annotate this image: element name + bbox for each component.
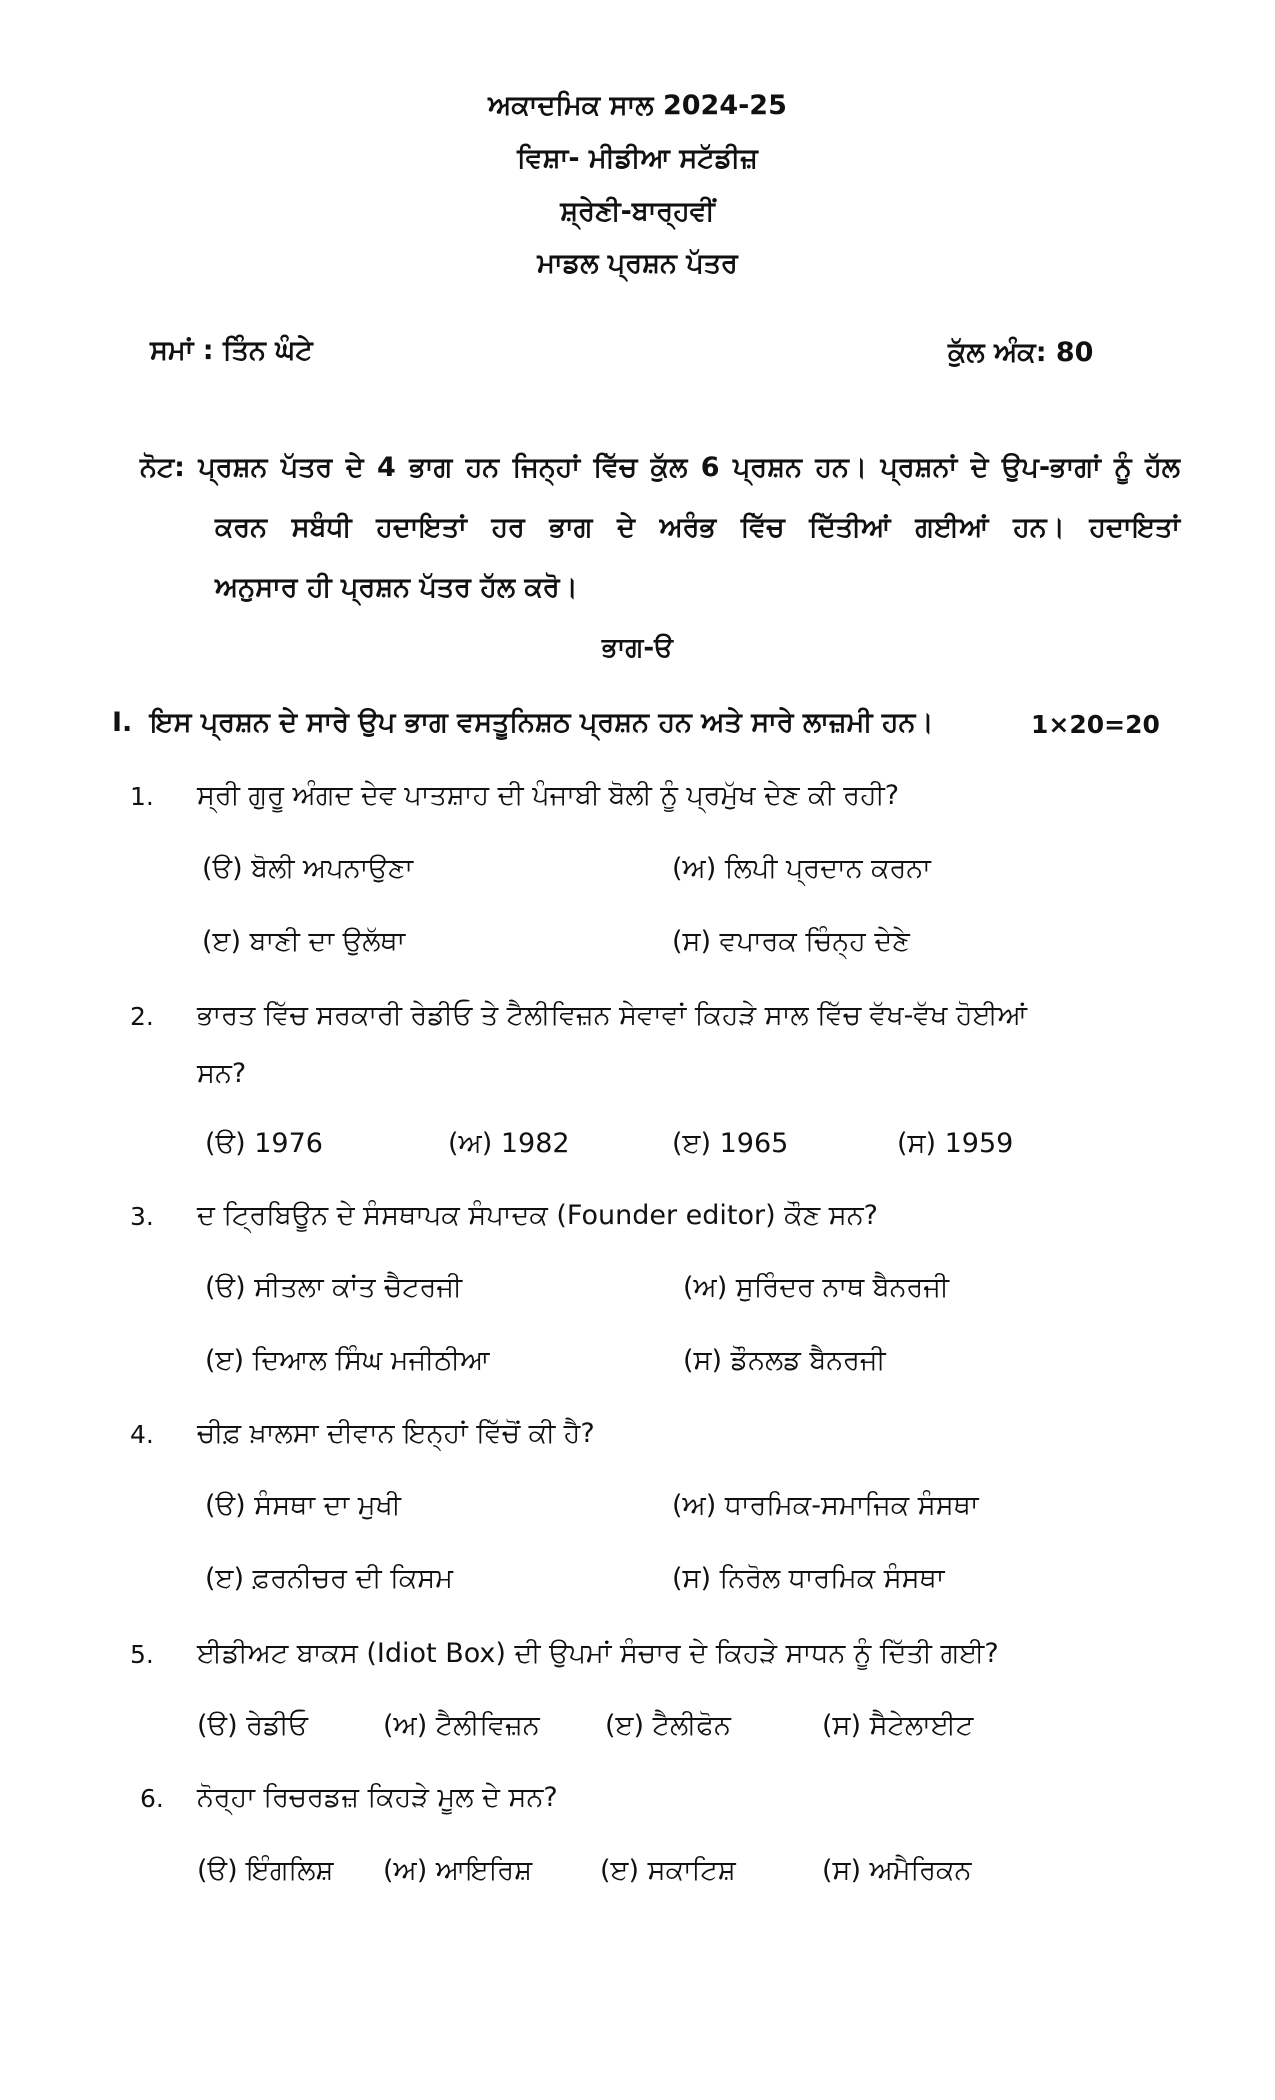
question-text: ਈਡੀਅਟ ਬਾਕਸ (Idiot Box) ਦੀ ਉਪਮਾਂ ਸੰਚਾਰ ਦੇ ਕਿਹੜੇ ਸਾਧਨ ਨੂੰ ਦਿੱਤੀ ਗਈ?: [197, 1638, 999, 1669]
option-b: (ਅ) ਲਿਪੀ ਪ੍ਰਦਾਨ ਕਰਨਾ: [672, 853, 931, 884]
question-text: ਨੋਰ੍ਹਾ ਰਿਚਰਡਜ਼ ਕਿਹੜੇ ਮੂਲ ਦੇ ਸਨ?: [197, 1782, 558, 1813]
option-d: (ਸ) ਵਪਾਰਕ ਚਿੰਨ੍ਹ ਦੇਣੇ: [672, 926, 910, 957]
academic-year: ਅਕਾਦਮਿਕ ਸਾਲ 2024-25: [488, 90, 787, 121]
class-title: ਸ਼੍ਰੇਣੀ-ਬਾਰ੍ਹਵੀਂ: [560, 196, 715, 227]
option-a: (ੳ) 1976: [205, 1128, 323, 1159]
question-number: 4.: [130, 1420, 154, 1449]
question-number: 6.: [140, 1784, 164, 1813]
option-a: (ੳ) ਇੰਗਲਿਸ਼: [197, 1855, 334, 1886]
paper-title: ਮਾਡਲ ਪ੍ਰਸ਼ਨ ਪੱਤਰ: [537, 248, 738, 279]
option-b: (ਅ) ਸੁਰਿੰਦਰ ਨਾਥ ਬੈਨਰਜੀ: [683, 1272, 950, 1303]
option-b: (ਅ) ਟੈਲੀਵਿਜ਼ਨ: [383, 1710, 540, 1741]
instructions-note: [140, 438, 1180, 618]
option-d: (ਸ) ਸੈਟੇਲਾਈਟ: [822, 1710, 974, 1741]
note-line-1: ਨੋਟ: ਪ੍ਰਸ਼ਨ ਪੱਤਰ ਦੇ 4 ਭਾਗ ਹਨ ਜਿਨ੍ਹਾਂ ਵਿੱਚ ਕੁੱਲ 6 ਪ੍ਰਸ਼ਨ ਹਨ। ਪ੍ਰਸ਼ਨਾਂ ਦੇ ਉਪ-ਭਾਗਾਂ ਨੂੰ ਹੱਲ: [140, 452, 1180, 483]
option-c: (ੲ) ਫ਼ਰਨੀਚਰ ਦੀ ਕਿਸਮ: [205, 1563, 454, 1594]
section-marks: 1×20=20: [1031, 710, 1160, 739]
option-d: (ਸ) ਡੌਨਲਡ ਬੈਨਰਜੀ: [683, 1345, 886, 1376]
section-instruction: ਇਸ ਪ੍ਰਸ਼ਨ ਦੇ ਸਾਰੇ ਉਪ ਭਾਗ ਵਸਤੂਨਿਸ਼ਠ ਪ੍ਰਸ਼ਨ ਹਨ ਅਤੇ ਸਾਰੇ ਲਾਜ਼ਮੀ ਹਨ।: [150, 707, 934, 738]
option-b: (ਅ) ਆਇਰਿਸ਼: [383, 1855, 533, 1886]
note-line-3: ਅਨੁਸਾਰ ਹੀ ਪ੍ਰਸ਼ਨ ਪੱਤਰ ਹੱਲ ਕਰੋ।: [215, 572, 578, 603]
option-c: (ੲ) ਸਕਾਟਿਸ਼: [600, 1855, 736, 1886]
subject-title: ਵਿਸ਼ਾ- ਮੀਡੀਆ ਸਟੱਡੀਜ਼: [517, 143, 758, 174]
option-c: (ੲ) ਟੈਲੀਫੋਨ: [605, 1710, 731, 1741]
option-a: (ੳ) ਬੋਲੀ ਅਪਨਾਉਣਾ: [202, 853, 414, 884]
question-number: 5.: [130, 1640, 154, 1669]
option-c: (ੲ) ਬਾਣੀ ਦਾ ਉਲੱਥਾ: [202, 926, 406, 957]
question-number: 1.: [130, 782, 154, 811]
option-c: (ੲ) 1965: [672, 1128, 789, 1159]
option-b: (ਅ) 1982: [448, 1128, 570, 1159]
question-text: ਭਾਰਤ ਵਿੱਚ ਸਰਕਾਰੀ ਰੇਡੀਓ ਤੇ ਟੈਲੀਵਿਜ਼ਨ ਸੇਵਾਵਾਂ ਕਿਹੜੇ ਸਾਲ ਵਿੱਚ ਵੱਖ-ਵੱਖ ਹੋਈਆਂ: [197, 1000, 1028, 1031]
question-number: 2.: [130, 1002, 154, 1031]
question-text: ਚੀਫ਼ ਖ਼ਾਲਸਾ ਦੀਵਾਨ ਇਨ੍ਹਾਂ ਵਿੱਚੋਂ ਕੀ ਹੈ?: [197, 1418, 595, 1449]
option-d: (ਸ) ਅਮੈਰਿਕਨ: [822, 1855, 972, 1886]
total-marks: ਕੁੱਲ ਅੰਕ: 80: [948, 337, 1094, 368]
option-a: (ੳ) ਸੀਤਲਾ ਕਾਂਤ ਚੈਟਰਜੀ: [205, 1272, 463, 1303]
option-a: (ੳ) ਸੰਸਥਾ ਦਾ ਮੁਖੀ: [205, 1490, 401, 1521]
question-text: ਸ੍ਰੀ ਗੁਰੂ ਅੰਗਦ ਦੇਵ ਪਾਤਸ਼ਾਹ ਦੀ ਪੰਜਾਬੀ ਬੋਲੀ ਨੂੰ ਪ੍ਰਮੁੱਖ ਦੇਣ ਕੀ ਰਹੀ?: [197, 780, 900, 811]
time-allowed: ਸਮਾਂ : ਤਿੰਨ ਘੰਟੇ: [150, 335, 313, 366]
option-c: (ੲ) ਦਿਆਲ ਸਿੰਘ ਮਜੀਠੀਆ: [205, 1345, 490, 1376]
option-b: (ਅ) ਧਾਰਮਿਕ-ਸਮਾਜਿਕ ਸੰਸਥਾ: [672, 1490, 979, 1521]
question-number: 3.: [130, 1202, 154, 1231]
section-number: I.: [112, 707, 133, 738]
option-d: (ਸ) 1959: [897, 1128, 1014, 1159]
question-text: ਦ ਟ੍ਰਿਬਿਊਨ ਦੇ ਸੰਸਥਾਪਕ ਸੰਪਾਦਕ (Founder editor) ਕੌਣ ਸਨ?: [197, 1200, 878, 1231]
question-text-continued: ਸਨ?: [197, 1058, 247, 1089]
option-a: (ੳ) ਰੇਡੀਓ: [197, 1710, 309, 1741]
option-d: (ਸ) ਨਿਰੋਲ ਧਾਰਮਿਕ ਸੰਸਥਾ: [672, 1563, 945, 1594]
section-title: ਭਾਗ-ੳ: [601, 633, 674, 663]
note-line-2: ਕਰਨ ਸਬੰਧੀ ਹਦਾਇਤਾਂ ਹਰ ਭਾਗ ਦੇ ਅਰੰਭ ਵਿੱਚ ਦਿੱਤੀਆਂ ਗਈਆਂ ਹਨ। ਹਦਾਇਤਾਂ: [215, 512, 1180, 543]
